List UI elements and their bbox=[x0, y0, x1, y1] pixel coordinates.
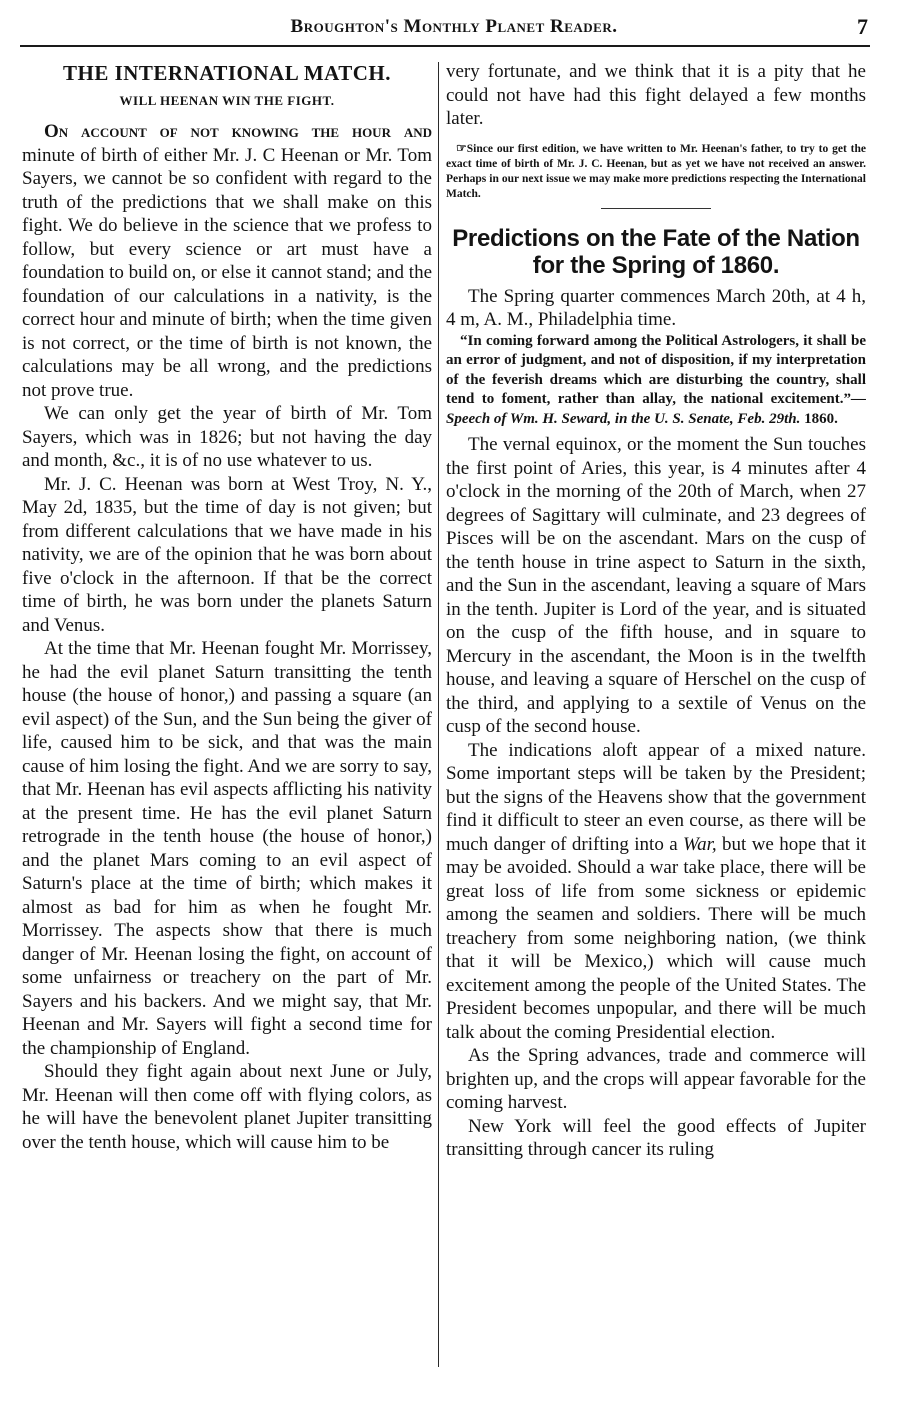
pointing-hand-icon: ☞ bbox=[456, 140, 467, 155]
header-rule bbox=[20, 45, 870, 47]
right-column bbox=[446, 60, 866, 1162]
page-number: 7 bbox=[857, 14, 868, 39]
paragraph: Mr. J. C. Heenan was born at West Troy, N. Y., May 2d, 1835, but the time of day is not given; but from different calculations that we have made in his nativity, we are of the opinion that he was born about five o'clock in the afternoon. If that be the correct time of birth, he was born under the planets Saturn and Venus. bbox=[22, 473, 432, 636]
war-word: War, bbox=[683, 833, 717, 855]
paragraph: The Spring quarter commences March 20th, at 4 h, 4 m, A. M., Philadelphia time. bbox=[446, 285, 866, 330]
paragraph: The vernal equinox, or the moment the Sun touches the first point of Aries, this year, is 4 minutes after 4 o'clock in the morning of the 20th of March, when 27 degrees of Sagittary will culminate, and 23 degrees of Pisces will be on the ascendant. Mars on the cusp of the tenth house in trine aspect to Saturn in the sixth, and the Sun in the ascendant, leaving a square of Mars in the tenth. Jupiter is Lord of the year, and is situated on the cusp of the fifth house, and in square to Mercury in the ascendant, the Moon is in the twelfth house, and leaving a square of Herschel on the cusp of the third, and applying to a sextile of Venus on the cusp of the second house. bbox=[446, 434, 866, 737]
paragraph: At the time that Mr. Heenan fought Mr. Morrissey, he had the evil planet Saturn transitting the tenth house (the house of honor,) and passing a square (an evil aspect) of the Sun, and the Sun being the giver of life, caused him to be sick, and that was the main cause of him losing the fight. And we are sorry to say, that Mr. Heenan has evil aspects afflicting his nativity at the present time. He has the evil planet Saturn retrograde in the tenth house (the house of honor,) and the planet Mars coming to an evil aspect of Saturn's place at the time of birth; which makes it almost as bad for him as when he fought Mr. Morrissey. The aspects show that there is much danger of Mr. Heenan losing the fight, on account of some unfairness or treachery on the part of Mr. Sayers and his backers. And we might say, that Mr. Heenan and Mr. Sayers will fight a second time for the championship of England. bbox=[22, 638, 432, 1059]
quote-text: “In coming forward among the Political Astrologers, it shall be an error of judgment, and not of disposition, if my interpretation of the feverish dreams which are disturbing the country, shall tend to foment, rather than allay, the national excitement.” bbox=[446, 332, 866, 407]
lead-in: On account of not knowing the hour and bbox=[44, 121, 432, 142]
paragraph-text: but we hope that it may be avoided. Should a war take place, there will be great loss of life from some sickness or epidemic among the seamen and soldiers. There will be much treachery from some neighboring nation, (we think that it will be Mexico,) which will cause much excitement among the people of the United States. The President becomes unpopular, and there will be much talk about the coming Presidential election. bbox=[446, 833, 866, 1043]
paragraph: very fortunate, and we think that it is a pity that he could not have had this fight delayed a few months later. bbox=[446, 61, 866, 129]
editor-note bbox=[446, 141, 866, 202]
paragraph bbox=[22, 120, 432, 402]
article-title: THE INTERNATIONAL MATCH. bbox=[62, 61, 391, 85]
predictions-title: Predictions on the Fate of the Nation for the Spring of 1860. bbox=[452, 224, 860, 279]
quote-source: —Speech of Wm. H. Seward, in the U. S. Senate, Feb. 29th. bbox=[446, 391, 866, 427]
paragraph bbox=[446, 739, 866, 1045]
paragraph: New York will feel the good effects of Jupiter transitting through cancer its ruling bbox=[446, 1115, 866, 1160]
running-title: Broughton's Monthly Planet Reader. bbox=[290, 16, 618, 37]
paragraph-text: The indications aloft appear of a mixed nature. Some important steps will be taken by the President; but the signs of the Heavens show that the government find it difficult to steer an even course, as there will be much danger of drifting into a bbox=[446, 739, 866, 855]
article-subtitle: WILL HEENAN WIN THE FIGHT. bbox=[119, 93, 335, 108]
running-head bbox=[0, 0, 908, 46]
column-divider bbox=[438, 62, 439, 1367]
note-text: Since our first edition, we have written to Mr. Heenan's father, to try to get the exact time of birth of Mr. J. C. Heenan, but as yet we have not received an answer. Perhaps in our next issue we may make more predictions respecting the International Match. bbox=[446, 142, 866, 200]
paragraph: We can only get the year of birth of Mr. Tom Sayers, which was in 1826; but not having the day and month, &c., it is of no use whatever to us. bbox=[22, 403, 432, 471]
paragraph: Should they fight again about next June or July, Mr. Heenan will then come off with flying colors, as he will have the benevolent planet Jupiter transitting over the tenth house, which will cause him to be bbox=[22, 1061, 432, 1153]
left-column bbox=[22, 60, 432, 1154]
section-rule bbox=[601, 208, 711, 209]
seward-quote bbox=[446, 332, 866, 430]
paragraph: As the Spring advances, trade and commerce will brighten up, and the crops will appear favorable for the coming harvest. bbox=[446, 1045, 866, 1113]
paragraph-text: minute of birth of either Mr. J. C Heenan or Mr. Tom Sayers, we cannot be so confident with regard to the truth of the predictions that we shall make on this fight. We do believe in the science that we profess to follow, but every science or art must have a foundation to build on, or else it cannot stand; and the foundation of our calculations in a nativity, is the correct hour and minute of birth; when the time given is not correct, or the time of birth is not known, the calculations may be all wrong, and the predictions not prove true. bbox=[22, 144, 433, 401]
quote-year: 1860. bbox=[800, 410, 838, 427]
